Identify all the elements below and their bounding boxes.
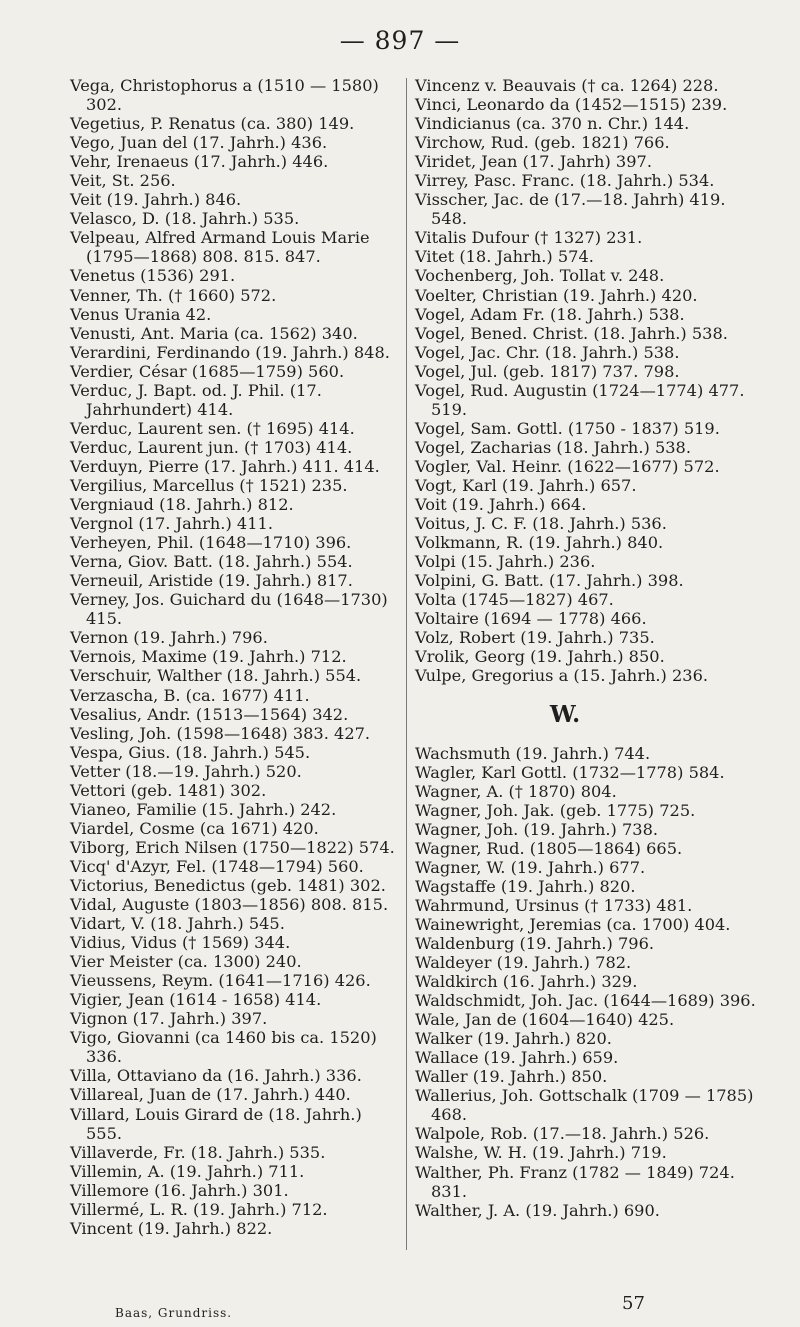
index-entry: Vochenberg, Joh. Tollat v. 248. [415,266,665,286]
index-entry: Wagner, Joh. (19. Jahrh.) 738. [415,819,659,839]
index-entry: Verduyn, Pierre (17. Jahrh.) 411. 414. [70,456,380,476]
index-entry: Vinci, Leonardo da (1452—1515) 239. [415,95,728,115]
index-entry: Vogel, Zacharias (18. Jahrh.) 538. [415,437,692,457]
index-entry: Vrolik, Georg (19. Jahrh.) 850. [415,647,665,667]
index-entry: Wagner, Rud. (1805—1864) 665. [415,838,683,858]
index-entry: Vego, Juan del (17. Jahrh.) 436. [70,133,328,153]
index-entry: Verduc, Laurent jun. († 1703) 414. [70,437,353,457]
index-entry: Villareal, Juan de (17. Jahrh.) 440. [70,1085,351,1105]
index-entry: Velpeau, Alfred Armand Louis Marie (1795—1868) 808. 815. 847. [70,228,370,267]
index-entry: Venus Urania 42. [70,304,212,324]
index-entry: Wale, Jan de (1604—1640) 425. [415,1010,675,1030]
index-entry: Venusti, Ant. Maria (ca. 1562) 340. [70,323,358,343]
index-entry: Vogt, Karl (19. Jahrh.) 657. [415,475,637,495]
index-entry: Viridet, Jean (17. Jahrh) 397. [415,152,652,172]
index-entry: Wagler, Karl Gottl. (1732—1778) 584. [415,762,725,782]
index-entry: Walpole, Rob. (17.—18. Jahrh.) 526. [415,1124,710,1144]
index-entry: Vidius, Vidus († 1569) 344. [70,933,291,953]
index-entry: Vergilius, Marcellus († 1521) 235. [70,475,348,495]
index-entry: Vogel, Bened. Christ. (18. Jahrh.) 538. [415,323,728,343]
index-entry: Virrey, Pasc. Franc. (18. Jahrh.) 534. [415,171,715,191]
page-number: — 897 — [339,26,461,55]
index-entry: Vicq' d'Azyr, Fel. (1748—1794) 560. [70,856,364,876]
index-entry: Vincenz v. Beauvais († ca. 1264) 228. [415,76,719,95]
index-entry: Walther, Ph. Franz (1782 — 1849) 724. 831. [415,1162,735,1201]
index-entry: Vega, Christophorus a (1510 — 1580) 302. [70,76,379,115]
index-entry: Vigo, Giovanni (ca 1460 bis ca. 1520) 336. [70,1028,377,1067]
index-entry: Vetter (18.—19. Jahrh.) 520. [70,761,302,781]
index-entry: Vogel, Jul. (geb. 1817) 737. 798. [415,361,680,381]
index-entry: Vogel, Sam. Gottl. (1750 - 1837) 519. [415,418,720,438]
index-entry: Vettori (geb. 1481) 302. [70,780,267,800]
index-entry: Walker (19. Jahrh.) 820. [415,1029,612,1049]
index-entry: Venner, Th. († 1660) 572. [70,285,277,305]
index-entry: Vespa, Gius. (18. Jahrh.) 545. [70,742,311,762]
right-column-entries-w [415,744,765,1220]
index-entry: Wagner, W. (19. Jahrh.) 677. [415,857,646,877]
index-entry: Vieussens, Reym. (1641—1716) 426. [70,971,371,991]
index-entry: Verzascha, B. (ca. 1677) 411. [70,685,310,705]
index-entry: Volta (1745—1827) 467. [415,590,614,610]
index-entry: Vidart, V. (18. Jahrh.) 545. [70,914,285,934]
index-entry: Visscher, Jac. de (17.—18. Jahrh) 419. 548. [415,190,726,229]
index-entry: Velasco, D. (18. Jahrh.) 535. [70,209,300,229]
index-entry: Villa, Ottaviano da (16. Jahrh.) 336. [70,1066,362,1086]
index-entry: Vulpe, Gregorius a (15. Jahrh.) 236. [415,666,709,686]
index-entry: Voelter, Christian (19. Jahrh.) 420. [415,285,698,305]
index-entry: Vier Meister (ca. 1300) 240. [70,952,302,972]
index-entry: Voitus, J. C. F. (18. Jahrh.) 536. [415,514,667,534]
index-entry: Vergniaud (18. Jahrh.) 812. [70,495,294,515]
section-heading-w: W. [549,700,581,728]
index-entry: Waldkirch (16. Jahrh.) 329. [415,972,638,992]
index-entry: Vegetius, P. Renatus (ca. 380) 149. [70,114,355,134]
index-entry: Vogler, Val. Heinr. (1622—1677) 572. [415,456,720,476]
index-entry: Volz, Robert (19. Jahrh.) 735. [415,628,655,648]
index-entry: Vincent (19. Jahrh.) 822. [70,1218,273,1238]
index-entry: Volpini, G. Batt. (17. Jahrh.) 398. [415,571,684,591]
index-entry: Vitet (18. Jahrh.) 574. [415,247,594,267]
index-entry: Verneuil, Aristide (19. Jahrh.) 817. [70,571,353,591]
left-column [70,76,400,1238]
index-entry: Wagner, A. († 1870) 804. [415,781,617,801]
index-entry: Venetus (1536) 291. [70,266,236,286]
index-entry: Waldenburg (19. Jahrh.) 796. [415,933,655,953]
index-entry: Wallace (19. Jahrh.) 659. [415,1048,619,1068]
index-entry: Vesling, Joh. (1598—1648) 383. 427. [70,723,371,743]
index-entry: Villaverde, Fr. (18. Jahrh.) 535. [70,1142,326,1162]
column-divider [406,78,407,1250]
footer-signature: Baas, Grundriss. [115,1306,233,1320]
index-entry: Waldschmidt, Joh. Jac. (1644—1689) 396. [415,991,756,1011]
index-entry: Veit, St. 256. [70,171,176,191]
index-entry: Wachsmuth (19. Jahrh.) 744. [415,743,651,763]
index-entry: Wagner, Joh. Jak. (geb. 1775) 725. [415,800,696,820]
index-entry: Villemore (16. Jahrh.) 301. [70,1180,289,1200]
index-entry: Vigier, Jean (1614 - 1658) 414. [70,990,322,1010]
index-entry: Verheyen, Phil. (1648—1710) 396. [70,533,352,553]
right-column [415,76,765,1220]
index-entry: Walther, J. A. (19. Jahrh.) 690. [415,1200,660,1220]
index-entry: Villard, Louis Girard de (18. Jahrh.) 555. [70,1104,362,1143]
index-entry: Voit (19. Jahrh.) 664. [415,495,587,515]
right-column-entries-v [415,76,765,686]
index-entry: Walshe, W. H. (19. Jahrh.) 719. [415,1143,667,1163]
index-entry: Waller (19. Jahrh.) 850. [415,1067,608,1087]
index-entry: Villermé, L. R. (19. Jahrh.) 712. [70,1199,328,1219]
index-entry: Verschuir, Walther (18. Jahrh.) 554. [70,666,362,686]
footer-sheet-number: 57 [622,1293,645,1314]
index-entry: Vernon (19. Jahrh.) 796. [70,628,268,648]
index-entry: Wainewright, Jeremias (ca. 1700) 404. [415,914,731,934]
index-entry: Vergnol (17. Jahrh.) 411. [70,514,273,534]
index-entry: Vianeo, Familie (15. Jahrh.) 242. [70,799,337,819]
index-entry: Victorius, Benedictus (geb. 1481) 302. [70,875,386,895]
index-entry: Wahrmund, Ursinus († 1733) 481. [415,895,693,915]
index-entry: Verney, Jos. Guichard du (1648—1730) 415. [70,590,388,629]
index-entry: Virchow, Rud. (geb. 1821) 766. [415,133,670,153]
index-entry: Waldeyer (19. Jahrh.) 782. [415,953,632,973]
index-entry: Verna, Giov. Batt. (18. Jahrh.) 554. [70,552,353,572]
index-entry: Vignon (17. Jahrh.) 397. [70,1009,268,1029]
index-entry: Volpi (15. Jahrh.) 236. [415,552,596,572]
index-entry: Vogel, Rud. Augustin (1724—1774) 477. 519. [415,380,745,419]
index-entry: Vidal, Auguste (1803—1856) 808. 815. [70,895,389,915]
index-entry: Volkmann, R. (19. Jahrh.) 840. [415,533,664,553]
index-entry: Verardini, Ferdinando (19. Jahrh.) 848. [70,342,390,362]
index-entry: Viardel, Cosme (ca 1671) 420. [70,818,319,838]
index-entry: Vesalius, Andr. (1513—1564) 342. [70,704,349,724]
index-entry: Voltaire (1694 — 1778) 466. [415,609,647,629]
index-entry: Verdier, César (1685—1759) 560. [70,361,345,381]
index-entry: Vindicianus (ca. 370 n. Chr.) 144. [415,114,690,134]
index-entry: Viborg, Erich Nilsen (1750—1822) 574. [70,837,395,857]
index-entry: Vernois, Maxime (19. Jahrh.) 712. [70,647,347,667]
index-entry: Villemin, A. (19. Jahrh.) 711. [70,1161,305,1181]
index-entry: Vitalis Dufour († 1327) 231. [415,228,643,248]
index-entry: Verduc, J. Bapt. od. J. Phil. (17. Jahrhundert) 414. [70,380,322,419]
index-entry: Wallerius, Joh. Gottschalk (1709 — 1785) 468. [415,1086,754,1125]
index-entry: Verduc, Laurent sen. († 1695) 414. [70,418,355,438]
index-entry: Wagstaffe (19. Jahrh.) 820. [415,876,636,896]
index-entry: Vehr, Irenaeus (17. Jahrh.) 446. [70,152,329,172]
index-entry: Veit (19. Jahrh.) 846. [70,190,242,210]
index-entry: Vogel, Adam Fr. (18. Jahrh.) 538. [415,304,685,324]
index-entry: Vogel, Jac. Chr. (18. Jahrh.) 538. [415,342,680,362]
